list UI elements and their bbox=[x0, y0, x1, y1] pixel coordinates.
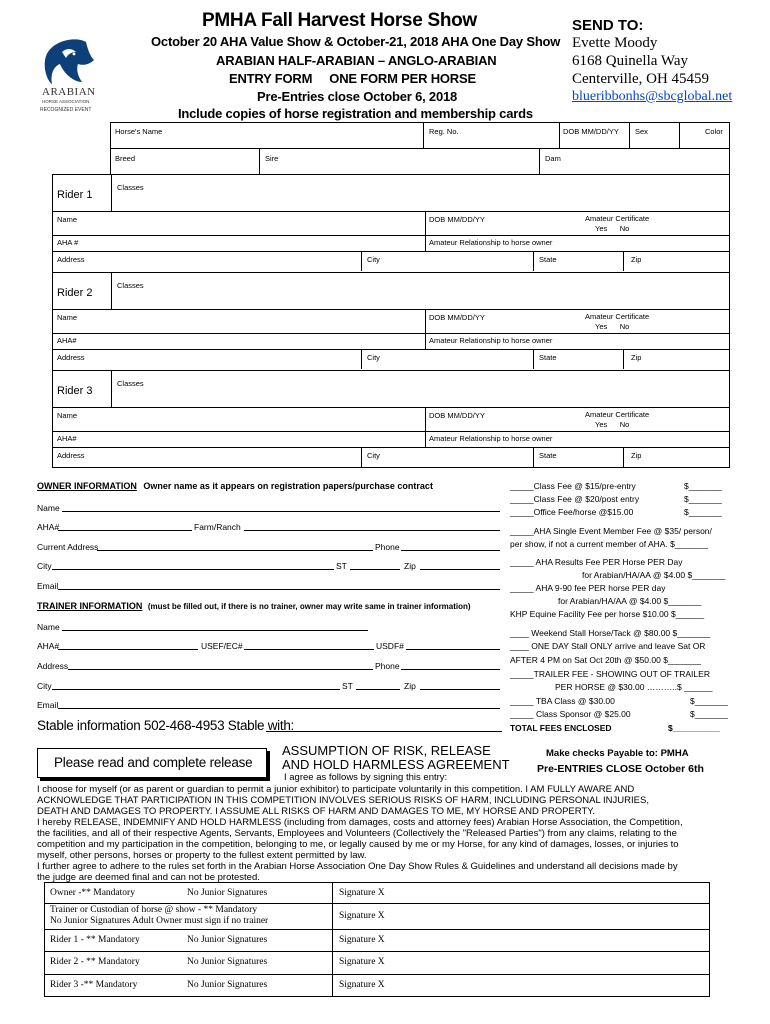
fee-one-day-stall-2: AFTER 4 PM on Sat Oct 20th @ $50.00 $_______ bbox=[510, 655, 702, 665]
owner-heading bbox=[37, 481, 433, 491]
sig-owner-label: Owner -** Mandatory bbox=[50, 888, 135, 898]
rider-blocks-container bbox=[52, 174, 730, 464]
owner-farm-label: Farm/Ranch bbox=[194, 522, 241, 532]
owner-aha-label: AHA# bbox=[37, 522, 60, 532]
sig-row-trainer bbox=[45, 903, 709, 929]
owner-st-label: ST bbox=[336, 561, 347, 571]
owner-heading-title: OWNER INFORMATION bbox=[37, 481, 137, 491]
header-line2: ARABIAN HALF-ARABIAN – ANGLO-ARABIAN bbox=[216, 53, 497, 68]
sig-trainer-field[interactable]: Signature X bbox=[339, 911, 385, 921]
rider3-name-field[interactable]: Name bbox=[57, 411, 78, 420]
trainer-usef-input[interactable] bbox=[244, 640, 374, 650]
sig-row-owner bbox=[45, 883, 709, 903]
fee-aha-results-2: for Arabian/HA/AA @ $4.00 $_______ bbox=[582, 570, 726, 580]
trainer-phone-input[interactable] bbox=[401, 660, 500, 670]
owner-zip-input[interactable] bbox=[420, 560, 500, 570]
rider2-aha-field[interactable]: AHA# bbox=[57, 336, 77, 345]
rider1-classes-field[interactable]: Classes bbox=[117, 183, 144, 192]
trainer-aha-label: AHA# bbox=[37, 641, 60, 651]
sig-row-rider3 bbox=[45, 974, 709, 996]
trainer-zip-label: Zip bbox=[404, 681, 416, 691]
fee-aha-990: _____ AHA 9-90 fee PER horse PER day bbox=[510, 583, 666, 593]
preentries-close: Pre-ENTRIES CLOSE October 6th bbox=[537, 763, 704, 775]
header-line3: ENTRY FORM ONE FORM PER HORSE bbox=[229, 71, 476, 86]
sig-owner-note: No Junior Signatures bbox=[187, 888, 268, 898]
rider3-address-field[interactable]: Address bbox=[57, 451, 85, 460]
trainer-phone-label: Phone bbox=[375, 661, 400, 671]
owner-city-label: City bbox=[37, 561, 52, 571]
rider1-name-field[interactable]: Name bbox=[57, 215, 78, 224]
sire-field[interactable]: Sire bbox=[265, 154, 279, 163]
fee-tba: _____ TBA Class @ $30.00 bbox=[510, 696, 615, 706]
header-line4: Pre-Entries close October 6, 2018 bbox=[257, 89, 458, 104]
fee-weekend-stall: ____ Weekend Stall Horse/Tack @ $80.00 $_______ bbox=[510, 628, 711, 638]
color-field[interactable]: Color bbox=[705, 127, 723, 136]
rider-block-2 bbox=[52, 272, 730, 370]
trainer-heading-note: (must be filled out, if there is no trainer, owner may write same in trainer information) bbox=[147, 602, 471, 611]
fee-total-label: TOTAL FEES ENCLOSED bbox=[510, 723, 612, 733]
fee-aha-member: _____AHA Single Event Member Fee @ $35/ person/ bbox=[510, 526, 712, 536]
logo-sub2: RECOGNIZED EVENT bbox=[40, 107, 92, 113]
owner-phone-label: Phone bbox=[375, 542, 400, 552]
aha-logo bbox=[38, 38, 100, 120]
sig-rider2-note: No Junior Signatures bbox=[187, 957, 268, 967]
sig-rider2-label: Rider 2 - ** Mandatory bbox=[50, 957, 140, 967]
stable-info-input[interactable] bbox=[266, 717, 502, 732]
trainer-email-label: Email bbox=[37, 700, 59, 710]
rider3-city-field[interactable]: City bbox=[367, 451, 380, 460]
release-p1: I choose for myself (or as parent or guardian to permit a junior exhibitor) to participate voluntarily in this competition. I AM FULLY AWARE AND bbox=[37, 784, 635, 795]
rider3-amateur-cert: Amateur Certificate bbox=[585, 410, 650, 419]
trainer-aha-input[interactable] bbox=[58, 640, 198, 650]
release-p5: the facilities, and all of their respective Agents, Servants, Employees and Volunteers (Collectively the "Released Parties") from any claims, relating to the bbox=[37, 828, 677, 839]
sig-rider3-field[interactable]: Signature X bbox=[339, 980, 385, 990]
rider-block-3 bbox=[52, 370, 730, 468]
sig-rider1-note: No Junior Signatures bbox=[187, 935, 268, 945]
horse-name-field[interactable]: Horse's Name bbox=[115, 127, 163, 136]
owner-name-input[interactable] bbox=[62, 502, 500, 512]
rider1-dob-field[interactable]: DOB MM/DD/YY bbox=[429, 215, 485, 224]
sig-trainer-label: Trainer or Custodian of horse @ show - ** Mandatory bbox=[50, 905, 258, 915]
fee-class-post-amount[interactable]: $_______ bbox=[684, 494, 722, 504]
stable-info-label: Stable information 502-468-4953 Stable with: bbox=[37, 718, 294, 733]
show-title: PMHA Fall Harvest Horse Show bbox=[202, 10, 477, 31]
trainer-name-input[interactable] bbox=[62, 621, 368, 631]
trainer-st-label: ST bbox=[342, 681, 353, 691]
owner-heading-note: Owner name as it appears on registration papers/purchase contract bbox=[143, 481, 433, 491]
fee-total-amount[interactable]: $__________ bbox=[668, 723, 721, 733]
rider3-state-field[interactable]: State bbox=[539, 451, 557, 460]
trainer-address-input[interactable] bbox=[68, 660, 373, 670]
horse-row-1 bbox=[110, 122, 730, 148]
owner-address-label: Current Address bbox=[37, 542, 99, 552]
arabian-horse-logo-icon bbox=[38, 38, 100, 88]
rider3-classes-field[interactable]: Classes bbox=[117, 379, 144, 388]
fee-aha-990-2: for Arabian/HA/AA @ $4.00 $_______ bbox=[558, 596, 702, 606]
owner-aha-input[interactable] bbox=[58, 521, 192, 531]
rider3-amateur-rel-field[interactable]: Amateur Relationship to horse owner bbox=[429, 434, 553, 443]
owner-name-label: Name bbox=[37, 503, 60, 513]
sig-rider1-field[interactable]: Signature X bbox=[339, 935, 385, 945]
breed-field[interactable]: Breed bbox=[115, 154, 136, 163]
trainer-st-input[interactable] bbox=[356, 680, 400, 690]
sig-rider3-label: Rider 3 -** Mandatory bbox=[50, 980, 138, 990]
fee-trailer: _____TRAILER FEE - SHOWING OUT OF TRAILER bbox=[510, 669, 710, 679]
release-p9: the judge are deemed final and can not be protested. bbox=[37, 872, 260, 883]
rider2-zip-field[interactable]: Zip bbox=[631, 353, 642, 362]
fee-class-post: _____Class Fee @ $20/post entry bbox=[510, 494, 640, 504]
trainer-heading-title: TRAINER INFORMATION bbox=[37, 601, 143, 611]
logo-text: ARABIAN bbox=[42, 86, 96, 98]
fee-office-amount[interactable]: $_______ bbox=[684, 507, 722, 517]
release-p2: ACKNOWLEDGE THAT PARTICIPATION IN THIS COMPETITION INVOLVES SERIOUS RISKS OF HARM, INCLUDING PERSONAL INJURIES, bbox=[37, 795, 649, 806]
owner-email-input[interactable] bbox=[58, 580, 500, 590]
rider1-aha-field[interactable]: AHA # bbox=[57, 238, 79, 247]
release-p3: DEATH AND DAMAGES TO PROPERTY. I ASSUME ALL RISKS OF HARM AND DAMAGES TO ME, MY HORSE AND PROPERTY. bbox=[37, 806, 596, 817]
trainer-name-label: Name bbox=[37, 622, 60, 632]
trainer-usdf-input[interactable] bbox=[406, 640, 500, 650]
release-p7: myself, other persons, horses or property to the fullest extent permitted by law. bbox=[37, 850, 367, 861]
rider2-name-field[interactable]: Name bbox=[57, 313, 78, 322]
send-to-street: 6168 Quinella Way bbox=[572, 53, 688, 69]
sex-field[interactable]: Sex bbox=[635, 127, 648, 136]
rider2-address-field[interactable]: Address bbox=[57, 353, 85, 362]
rider1-address-field[interactable]: Address bbox=[57, 255, 85, 264]
owner-address-input[interactable] bbox=[97, 541, 373, 551]
fee-office: _____Office Fee/horse @$15.00 bbox=[510, 507, 634, 517]
rider2-amateur-yes-no[interactable]: Yes No bbox=[595, 322, 630, 331]
horse-rider-table bbox=[52, 122, 730, 464]
release-button-label: Please read and complete release bbox=[54, 755, 253, 770]
rider2-city-field[interactable]: City bbox=[367, 353, 380, 362]
fee-class-pre-amount[interactable]: $_______ bbox=[684, 481, 722, 491]
rider1-city-field[interactable]: City bbox=[367, 255, 380, 264]
fee-khp-text: KHP Equine Facility Fee per horse $10.00 $______ bbox=[510, 609, 705, 619]
fee-aha-results: _____ AHA Results Fee PER Horse PER Day bbox=[510, 557, 683, 567]
release-button[interactable] bbox=[37, 748, 267, 778]
sig-rider1-label: Rider 1 - ** Mandatory bbox=[50, 935, 140, 945]
horse-dob-field[interactable]: DOB MM/DD/YY bbox=[563, 127, 619, 136]
rider1-amateur-rel-field[interactable]: Amateur Relationship to horse owner bbox=[429, 238, 553, 247]
send-to-email[interactable]: blueribbonhs@sbcglobal.net bbox=[572, 89, 733, 104]
fee-aha-member-2: per show, if not a current member of AHA. $_______ bbox=[510, 539, 708, 549]
fee-class-pre: _____Class Fee @ $15/pre-entry bbox=[510, 481, 636, 491]
fee-trailer-2: PER HORSE @ $30.00 ………..$ ______ bbox=[555, 682, 713, 692]
release-p8: I further agree to adhere to the rules set forth in the Arabian Horse Association One Day Show Rules & Guidelines and understand all decisions made by bbox=[37, 861, 678, 872]
rider3-zip-field[interactable]: Zip bbox=[631, 451, 642, 460]
rider-title-1: Rider 1 bbox=[57, 189, 93, 201]
sig-owner-field[interactable]: Signature X bbox=[339, 888, 385, 898]
rider3-amateur-yes-no[interactable]: Yes No bbox=[595, 420, 630, 429]
rider-title-3: Rider 3 bbox=[57, 385, 93, 397]
release-title-2: AND HOLD HARMLESS AGREEMENT bbox=[282, 757, 510, 772]
owner-st-input[interactable] bbox=[350, 560, 400, 570]
rider1-amateur-yes-no[interactable]: Yes No bbox=[595, 224, 630, 233]
release-agree: I agree as follows by signing this entry: bbox=[284, 772, 448, 783]
rider-title-2: Rider 2 bbox=[57, 287, 93, 299]
sig-rider2-field[interactable]: Signature X bbox=[339, 957, 385, 967]
sig-row-rider1 bbox=[45, 929, 709, 951]
header-line1: October 20 AHA Value Show & October-21, 2018 AHA One Day Show bbox=[151, 34, 561, 49]
trainer-usdf-label: USDF# bbox=[376, 641, 404, 651]
send-to-label: SEND TO: bbox=[572, 17, 644, 34]
trainer-zip-input[interactable] bbox=[420, 680, 500, 690]
sig-trainer-note: No Junior Signatures Adult Owner must sign if no trainer bbox=[50, 916, 269, 926]
logo-sub1: HORSE ASSOCIATION bbox=[42, 99, 90, 104]
rider2-amateur-rel-field[interactable]: Amateur Relationship to horse owner bbox=[429, 336, 553, 345]
trainer-city-label: City bbox=[37, 681, 52, 691]
trainer-usef-label: USEF/EC# bbox=[201, 641, 243, 651]
dam-field[interactable]: Dam bbox=[545, 154, 561, 163]
checks-payable: Make checks Payable to: PMHA bbox=[546, 748, 689, 759]
send-to-city: Centerville, OH 45459 bbox=[572, 71, 710, 87]
release-p4: I hereby RELEASE, INDEMNIFY AND HOLD HARMLESS (including from damages, costs and attorney fees) Arabian Horse Association, the Competition, bbox=[37, 817, 683, 828]
owner-email-label: Email bbox=[37, 581, 59, 591]
fee-sponsor-amount[interactable]: $_______ bbox=[690, 709, 728, 719]
rider1-amateur-cert: Amateur Certificate bbox=[585, 214, 650, 223]
trainer-address-label: Address bbox=[37, 661, 69, 671]
horse-row-2 bbox=[110, 148, 730, 174]
owner-zip-label: Zip bbox=[404, 561, 416, 571]
fee-tba-amount[interactable]: $_______ bbox=[690, 696, 728, 706]
owner-phone-input[interactable] bbox=[401, 541, 500, 551]
owner-farm-input[interactable] bbox=[244, 521, 500, 531]
rider3-dob-field[interactable]: DOB MM/DD/YY bbox=[429, 411, 485, 420]
rider1-zip-field[interactable]: Zip bbox=[631, 255, 642, 264]
reg-no-field[interactable]: Reg. No. bbox=[429, 127, 459, 136]
trainer-heading bbox=[37, 601, 471, 611]
owner-city-input[interactable] bbox=[52, 560, 334, 570]
rider1-state-field[interactable]: State bbox=[539, 255, 557, 264]
rider2-state-field[interactable]: State bbox=[539, 353, 557, 362]
sig-rider3-note: No Junior Signatures bbox=[187, 980, 268, 990]
rider2-amateur-cert: Amateur Certificate bbox=[585, 312, 650, 321]
rider2-dob-field[interactable]: DOB MM/DD/YY bbox=[429, 313, 485, 322]
rider2-classes-field[interactable]: Classes bbox=[117, 281, 144, 290]
trainer-city-input[interactable] bbox=[52, 680, 340, 690]
signature-table bbox=[44, 882, 710, 997]
rider-block-1 bbox=[52, 174, 730, 272]
rider3-aha-field[interactable]: AHA# bbox=[57, 434, 77, 443]
fee-one-day-stall: ____ ONE DAY Stall ONLY arrive and leave Sat OR bbox=[510, 641, 706, 651]
send-to-name: Evette Moody bbox=[572, 35, 658, 51]
header-line5: Include copies of horse registration and membership cards bbox=[178, 106, 533, 121]
fee-sponsor: _____ Class Sponsor @ $25.00 bbox=[510, 709, 631, 719]
fee-khp bbox=[510, 609, 704, 619]
trainer-email-input[interactable] bbox=[58, 699, 500, 709]
release-p6: competition and my participation in the competition, belonging to me, or legally caused by me or my Horse, for any kind of damages, losses, or injuries to bbox=[37, 839, 679, 850]
release-title-1: ASSUMPTION OF RISK, RELEASE bbox=[282, 743, 491, 758]
sig-row-rider2 bbox=[45, 951, 709, 974]
